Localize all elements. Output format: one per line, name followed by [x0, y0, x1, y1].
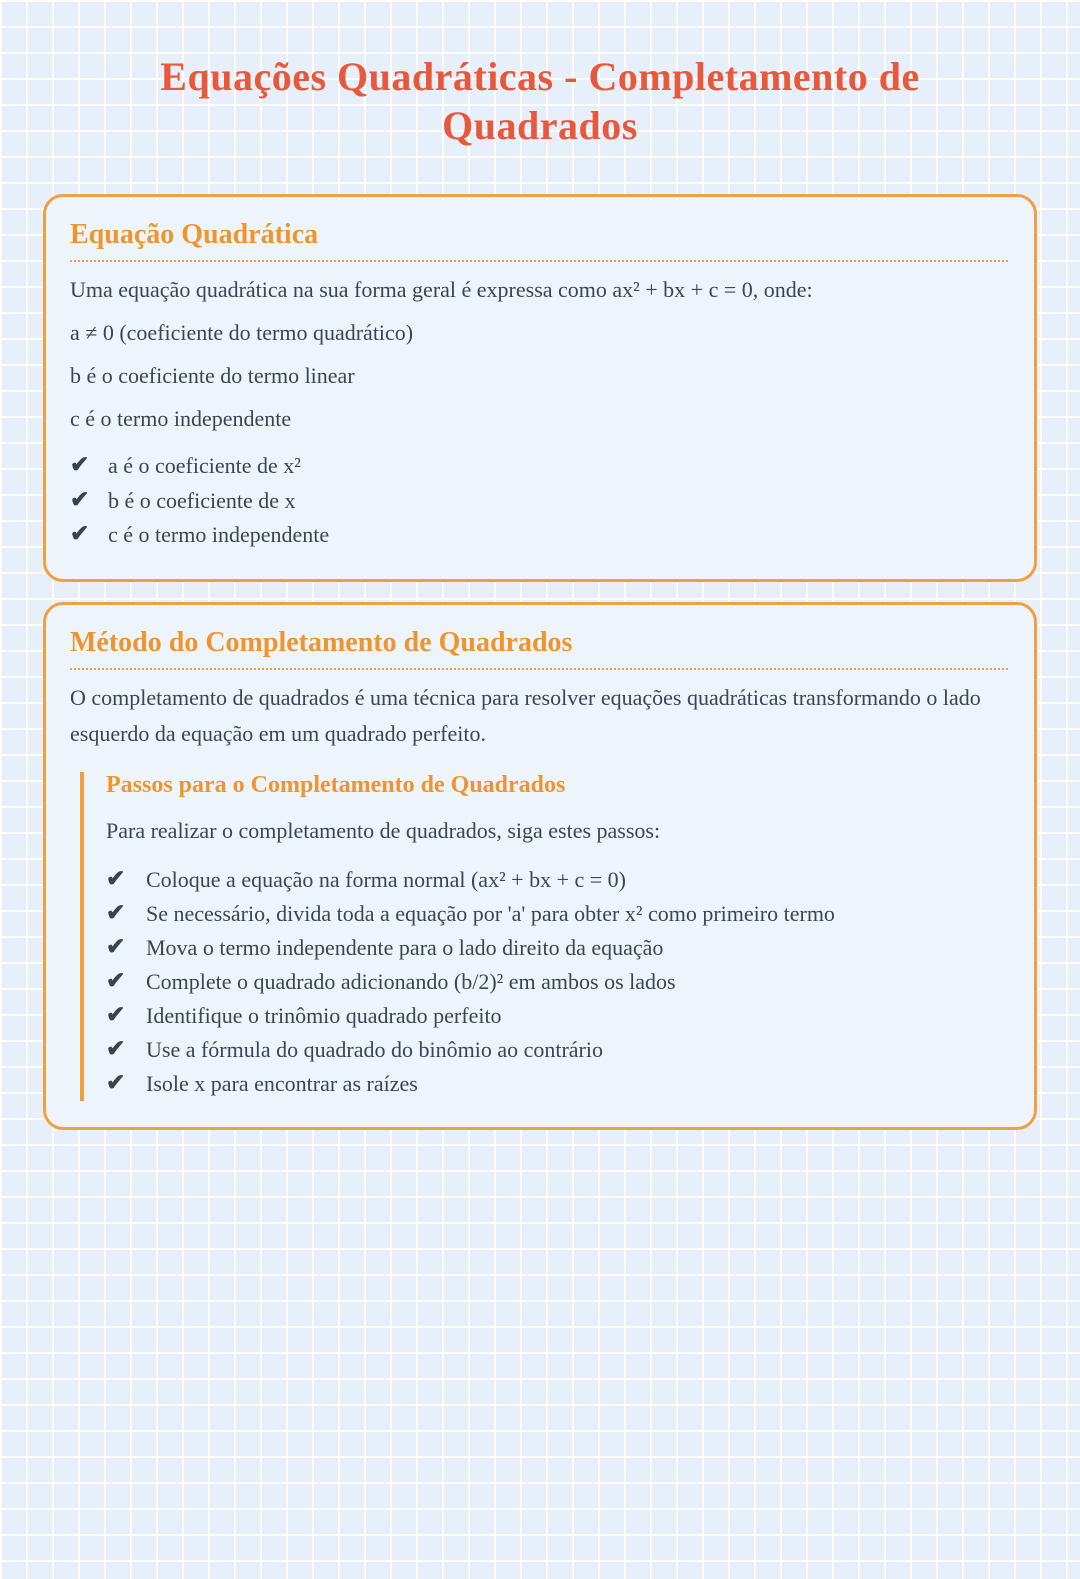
paragraph: b é o coeficiente do termo linear [70, 363, 355, 388]
checklist-item [106, 965, 1008, 999]
checklist-item-label: Se necessário, divida toda a equação por 'a' para obter x² como primeiro termo [146, 900, 835, 926]
check-icon: ✔ [106, 865, 126, 891]
check-icon: ✔ [70, 486, 90, 512]
checklist-item-label: c é o termo independente [108, 522, 330, 547]
checklist-item [106, 897, 1008, 931]
checklist-item-label: b é o coeficiente de x [108, 487, 296, 513]
paragraph: O completamento de quadrados é uma técnica para resolver equações quadráticas transformando o lado esquerdo da equação em um quadrado perfeito. [70, 684, 981, 746]
checklist-item [106, 931, 1008, 965]
check-icon: ✔ [70, 452, 90, 477]
page-title-line-1: Equações Quadráticas - Completamento de [160, 54, 920, 99]
page-title [70, 52, 1010, 150]
check-icon: ✔ [106, 967, 126, 993]
card-equacao-quadratica [43, 194, 1037, 582]
check-icon: ✔ [106, 899, 126, 925]
equacao-checklist [70, 449, 1008, 553]
check-icon: ✔ [106, 933, 126, 959]
checklist-item [106, 999, 1008, 1033]
checklist-item-label: a é o coeficiente de x² [108, 453, 301, 478]
equacao-paragraph-list [70, 272, 1008, 437]
checklist-item [106, 863, 1008, 897]
passos-checklist [106, 863, 1008, 1101]
metodo-paragraph-list [70, 680, 1008, 752]
check-icon: ✔ [106, 1001, 126, 1027]
paragraph: a ≠ 0 (coeficiente do termo quadrático) [70, 320, 414, 345]
paragraph: c é o termo independente [70, 406, 292, 431]
section-heading-metodo: Método do Completamento de Quadrados [70, 627, 1008, 670]
section-heading-equacao-quadratica: Equação Quadrática [70, 219, 1008, 262]
checklist-item [70, 518, 1008, 553]
checklist-item-label: Complete o quadrado adicionando (b/2)² em ambos os lados [146, 968, 676, 994]
checklist-item [70, 449, 1008, 484]
check-icon: ✔ [70, 521, 90, 546]
checklist-item [106, 1067, 1008, 1101]
checklist-item-label: Identifique o trinômio quadrado perfeito [146, 1002, 502, 1028]
check-icon: ✔ [106, 1035, 126, 1061]
checklist-item-label: Isole x para encontrar as raízes [146, 1070, 418, 1096]
checklist-item-label: Use a fórmula do quadrado do binômio ao contrário [146, 1036, 603, 1062]
paragraph: Uma equação quadrática na sua forma geral é expressa como ax² + bx + c = 0, onde: [70, 277, 813, 302]
checklist-item [106, 1033, 1008, 1067]
card-metodo-completamento [43, 602, 1037, 1130]
page-title-line-2: Quadrados [442, 103, 638, 148]
subsection-passos [80, 772, 1008, 1101]
checklist-item [70, 484, 1008, 519]
subsection-intro: Para realizar o completamento de quadrados, siga estes passos: [106, 817, 661, 843]
checklist-item-label: Mova o termo independente para o lado direito da equação [146, 934, 664, 960]
subsection-heading-passos: Passos para o Completamento de Quadrados [106, 771, 566, 798]
check-icon: ✔ [106, 1069, 126, 1095]
checklist-item-label: Coloque a equação na forma normal (ax² + bx + c = 0) [146, 866, 626, 892]
